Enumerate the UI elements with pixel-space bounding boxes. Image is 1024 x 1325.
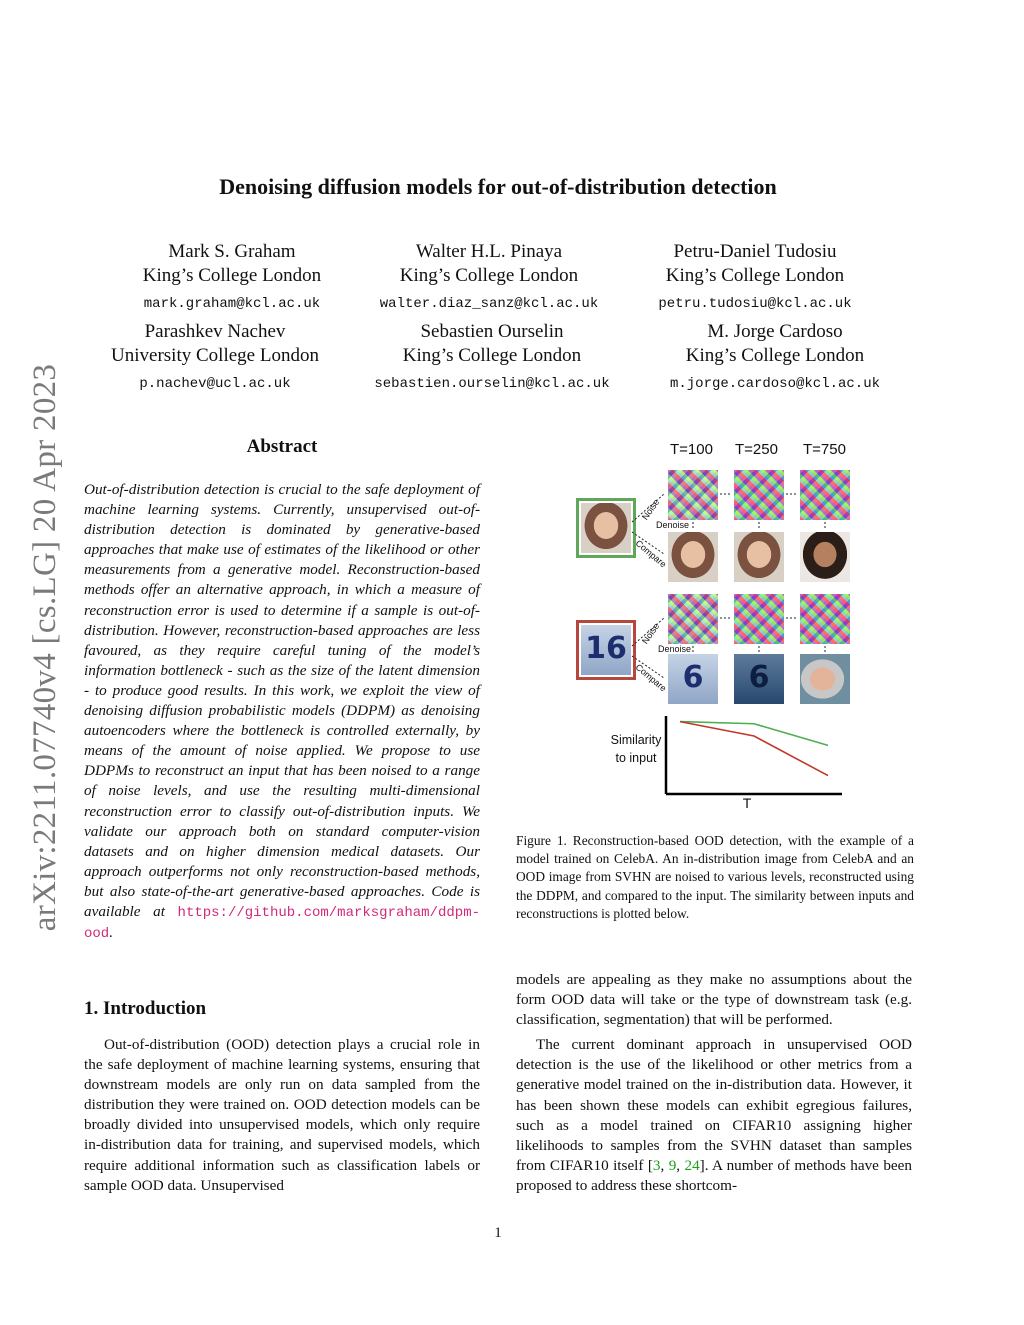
abstract-body (84, 480, 480, 944)
chart-ylabel-line1: Similarity (610, 733, 662, 747)
t-label-250: T=250 (735, 441, 778, 458)
chart-x-label: T (742, 795, 752, 811)
citation-link[interactable]: 24 (684, 1156, 700, 1174)
intro-right-column (516, 970, 912, 1196)
author-email: m.jorge.cardoso@kcl.ac.uk (669, 376, 881, 392)
figure-arrows (560, 432, 880, 732)
author-email: walter.diaz_sanz@kcl.ac.uk (379, 296, 599, 312)
author-email: mark.graham@kcl.ac.uk (143, 296, 321, 312)
author-name: Mark S. Graham (168, 241, 296, 262)
t-label-750: T=750 (803, 441, 846, 458)
intro-paragraph (516, 1035, 912, 1196)
author-name: Petru-Daniel Tudosiu (673, 241, 837, 262)
author-email: sebastien.ourselin@kcl.ac.uk (374, 376, 610, 392)
denoise-label: Denoise (658, 644, 692, 654)
citation-separator: , (660, 1156, 669, 1174)
arxiv-id-text: arXiv:2211.07740v4 [cs.LG] 20 Apr 2023 (27, 363, 64, 931)
introduction-heading: 1. Introduction (84, 998, 207, 1019)
author-name: Parashkev Nachev (144, 321, 286, 342)
ood-line (680, 722, 828, 776)
author-affiliation: King’s College London (142, 265, 322, 286)
svhn-recon-digit: 6 (682, 660, 704, 695)
intro-left-column (84, 1035, 480, 1196)
author-block (92, 240, 372, 316)
denoise-label: Denoise (656, 520, 690, 530)
figure-caption: Figure 1. Reconstruction-based OOD detection, with the example of a model trained on CelebA. An in-distribution image from CelebA and an OOD image from SVHN are noised to various levels, reconstructed using the DDPM, and compared to the input. The similarity between inputs and reconstructions is plotted below. (516, 833, 914, 921)
arxiv-identifier (24, 356, 68, 938)
chart-ylabel-line2: to input (615, 751, 657, 765)
author-affiliation: King’s College London (402, 345, 582, 366)
svhn-digit: 16 (585, 631, 627, 666)
author-block (352, 320, 632, 396)
author-name: M. Jorge Cardoso (707, 321, 843, 342)
author-email: p.nachev@ucl.ac.uk (139, 376, 291, 392)
noise-label: Noise (640, 497, 662, 522)
author-block (349, 240, 629, 316)
author-name: Sebastien Ourselin (420, 321, 564, 342)
author-affiliation: King’s College London (665, 265, 845, 286)
author-email: petru.tudosiu@kcl.ac.uk (658, 296, 852, 312)
abstract-text: Out-of-distribution detection is crucial to the safe deployment of machine learning systems. Currently, unsupervised out-of-distribution detection is dominated by generative-based approaches that make use of estimates of the likelihood or other measurements from a generative model. Reconstruction-based methods offer an alternative approach, in which a measure of reconstruction error is used to determine if a sample is out-of-distribution. However, reconstruction-based approaches are less favoured, as they require careful tuning of the model’s information bottleneck - such as the size of the latent dimension - to produce good results. In this work, we exploit the view of denoising diffusion probabilistic models (DDPM) as denoising autoencoders where the bottleneck is controlled externally, by means of the amount of noise applied. We propose to use DDPMs to reconstruct an input that has been noised to a range of noise levels, and use the resulting multi-dimensional reconstruction error to classify out-of-distribution inputs. We validate our approach both on standard computer-vision datasets and on higher dimension medical datasets. Our approach outperforms not only reconstruction-based methods, but also state-of-the-art generative-based approaches. Code is available at (84, 481, 480, 920)
citation-link[interactable]: 9 (668, 1156, 677, 1174)
citation-separator: , (676, 1156, 685, 1174)
similarity-chart (664, 714, 844, 796)
noise-label: Noise (640, 621, 662, 646)
citation-link[interactable]: 3 (652, 1156, 661, 1174)
author-affiliation: University College London (111, 345, 319, 366)
intro-paragraph: Out-of-distribution (OOD) detection plays a crucial role in the safe deployment of machine learning systems, ensuring that downstream models are only run on data sampled from the distribution they were trained on. OOD detection models can be broadly divided into unsupervised models, which only require in-distribution data for training, and supervised models, which require additional information such as classification labels or sample OOD data. Unsupervised (84, 1036, 480, 1194)
author-block (615, 240, 895, 316)
author-block (75, 320, 355, 396)
intro-paragraph-continued: models are appealing as they make no assumptions about the form OOD data will take or the type of downstream task (e.g. classification, segmentation) that will be performed. (516, 971, 912, 1029)
author-block (635, 320, 915, 396)
svhn-recon-digit: 6 (748, 660, 770, 695)
page-number: 1 (494, 1225, 502, 1241)
author-affiliation: King’s College London (685, 345, 865, 366)
chart-y-label (606, 731, 666, 767)
abstract-end: . (109, 924, 114, 942)
figure-1 (560, 432, 880, 824)
paper-title: Denoising diffusion models for out-of-distribution detection (219, 174, 777, 199)
compare-label: Compare (633, 662, 669, 694)
intro-paragraph-end: ]. A number of methods have been proposed to address these shortcom- (516, 1156, 912, 1194)
code-link[interactable]: https://github.com/marksgraham/ddpm-ood (84, 904, 480, 943)
author-name: Walter H.L. Pinaya (415, 241, 563, 262)
intro-paragraph-text: The current dominant approach in unsupervised OOD detection is the use of the likelihood or other metrics from a generative model trained on the in-distribution data. However, it has been shown these models can exhibit egregious failures, such as a model trained on CIFAR10 assigning higher likelihoods to samples from the SVHN dataset than samples from CIFAR10 itself [ (516, 1036, 912, 1174)
author-affiliation: King’s College London (399, 265, 579, 286)
compare-label: Compare (633, 538, 669, 570)
abstract-heading: Abstract (246, 436, 318, 457)
t-label-100: T=100 (670, 441, 713, 458)
